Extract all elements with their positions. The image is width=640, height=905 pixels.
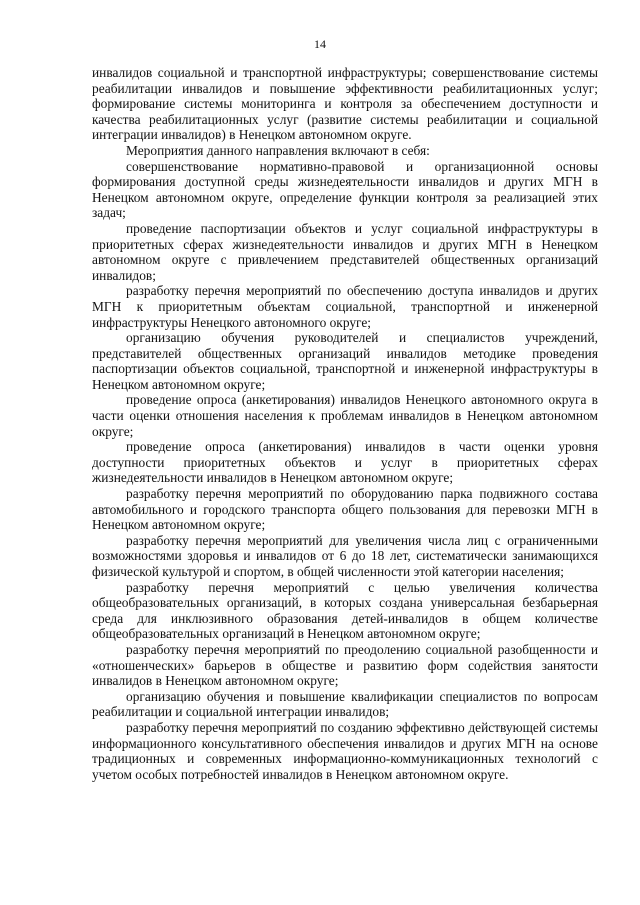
page-number: 14 [314,37,326,51]
paragraph: проведение опроса (анкетирования) инвалидов Ненецкого автономного округа в части оценки отношения населения к проблемам инвалидов в Ненецком автономном округе; [92,392,598,439]
document-body [92,65,598,782]
paragraph: организацию обучения и повышение квалификации специалистов по вопросам реабилитации и социальной интеграции инвалидов; [92,688,598,720]
paragraph: Мероприятия данного направления включают в себя: [126,142,430,158]
paragraph: организацию обучения руководителей и специалистов учреждений, представителей общественных организаций инвалидов методике проведения паспортизации объектов социальной, транспортной и инженерной инфраструктуры в Ненецком автономном округе; [92,330,598,392]
paragraph: разработку перечня мероприятий с целью увеличения количества общеобразовательных организаций, в которых создана универсальная безбарьерная среда для инклюзивного образования детей-инвалидов в общем количестве общеобразовательных организаций в Ненецком автономном округе; [92,579,598,642]
paragraph: проведение опроса (анкетирования) инвалидов в части оценки уровня доступности приоритетных объектов и услуг в приоритетных сферах жизнедеятельности инвалидов в Ненецком автономном округе; [92,439,598,486]
paragraph: разработку перечня мероприятий по обеспечению доступа инвалидов и других МГН к приоритетным объектам социальной, транспортной и инженерной инфраструктуры Ненецкого автономного округе; [92,283,598,330]
paragraph: совершенствование нормативно-правовой и организационной основы формирования доступной среды жизнедеятельности инвалидов и других МГН в Ненецком автономном округе, определение функции контроля за реализацией этих задач; [92,158,598,221]
paragraph: разработку перечня мероприятий по созданию эффективно действующей системы информационного консультативного обеспечения инвалидов и других МГН на основе традиционных и современных информационно-коммуникационных технологий с учетом особых потребностей инвалидов в Ненецком автономном округе. [92,719,598,782]
paragraph: инвалидов социальной и транспортной инфраструктуры; совершенствование системы реабилитации инвалидов и повышение эффективности реабилитационных услуг; формирование системы мониторинга и контроля за обеспечением доступности и качества реабилитационных услуг (развитие системы реабилитации и социальной интеграции инвалидов) в Ненецком автономном округе. [92,65,598,143]
paragraph: разработку перечня мероприятий по оборудованию парка подвижного состава автомобильного и городского транспорта общего пользования для перевозки МГН в Ненецком автономном округе; [92,486,598,533]
paragraph: проведение паспортизации объектов и услуг социальной инфраструктуры в приоритетных сферах жизнедеятельности инвалидов и других МГН в Ненецком автономном округе с привлечением представителей общественных организаций инвалидов; [92,220,598,283]
paragraph: разработку перечня мероприятий по преодолению социальной разобщенности и «отношенческих» барьеров в обществе и развитию форм содействия занятости инвалидов в Ненецком автономном округе; [92,641,598,689]
paragraph: разработку перечня мероприятий для увеличения числа лиц с ограниченными возможностями здоровья и инвалидов от 6 до 18 лет, систематически занимающихся физической культурой и спортом, в общей численности этой категории населения; [92,532,598,579]
